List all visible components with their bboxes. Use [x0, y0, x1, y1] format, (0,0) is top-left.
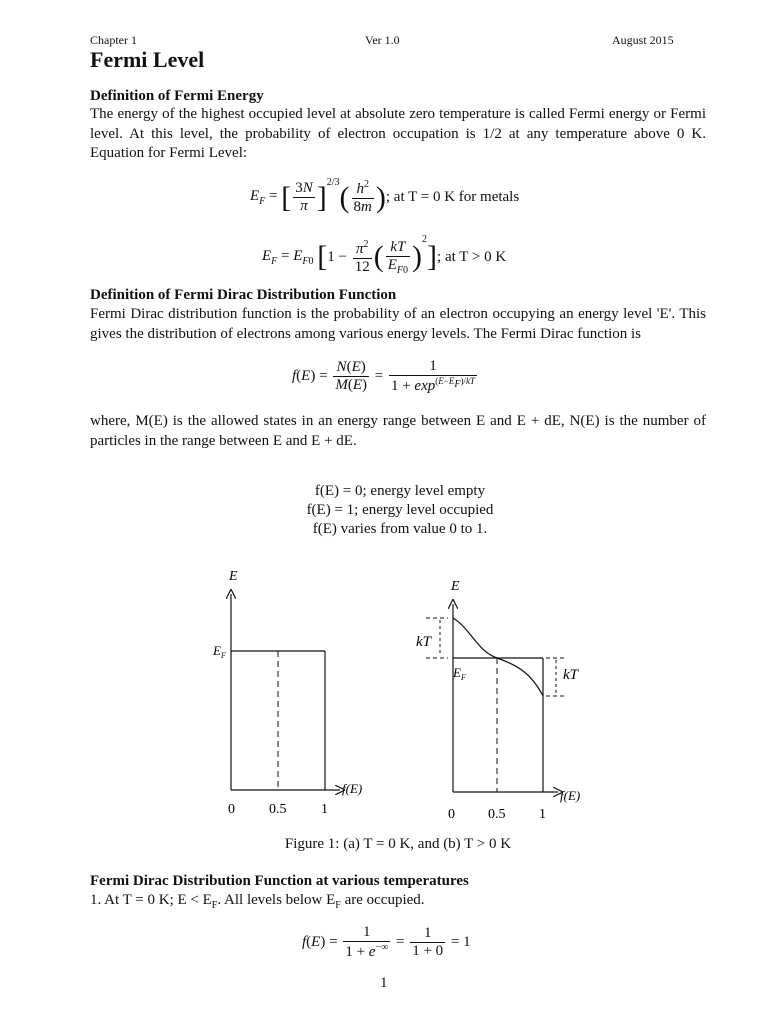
right-tick-0: 0 — [448, 807, 455, 822]
right-x-axis-label: f(E) — [560, 788, 581, 803]
page-title: Fermi Level — [90, 47, 205, 72]
section-paragraph-fermi-energy: The energy of the highest occupied level at absolute zero temperature is called Fermi energy or Fermi level. At this level, the probability of electron occupation is 1/2 at any temperature above 0 K. Equation for Fermi Level: — [90, 106, 706, 161]
right-y-axis-label: E — [451, 579, 460, 594]
case-occupied: f(E) = 1; energy level occupied — [306, 502, 494, 518]
right-kt-left-label: kT — [416, 634, 431, 650]
header-chapter: Chapter 1 — [90, 33, 137, 47]
header-version: Ver 1.0 — [365, 33, 400, 47]
section-heading-fermi-energy: Definition of Fermi Energy — [90, 88, 264, 104]
equation-fermi-energy-t0: $E_F$ = [ $\frac{3N}{\pi}$ ] $^{2/3}$ ( $\frac{h^2}{8m}$ ) ; at T = 0 K for metals — [250, 177, 520, 215]
figure-fermi-distribution — [0, 560, 768, 830]
section-heading-various-temperatures: Fermi Dirac Distribution Function at various temperatures — [90, 873, 469, 889]
right-tick-1: 1 — [539, 807, 546, 822]
case-empty: f(E) = 0; energy level empty — [314, 483, 486, 499]
right-fermi-label: $E_F$ — [453, 665, 466, 682]
left-tick-0: 0 — [228, 802, 235, 817]
plot-left-t0 — [212, 569, 362, 817]
equation-2-condition: ; at T > 0 K — [437, 248, 507, 265]
page-number: 1 — [380, 975, 388, 991]
figure-caption: Figure 1: (a) T = 0 K, and (b) T > 0 K — [284, 836, 512, 852]
left-x-axis-label: f(E) — [342, 781, 363, 796]
equation-1-condition: ; at T = 0 K for metals — [385, 189, 520, 205]
plot-right-t-gt-0 — [416, 579, 580, 822]
where-paragraph: where, M(E) is the allowed states in an energy range between E and E + dE, N(E) is the number of particles in the range between E and E + dE. — [90, 413, 706, 449]
item-t0-description: 1. At T = 0 K; $E < E_F$. All levels below $E_F$ are occupied. — [90, 892, 425, 911]
left-fermi-label: $E_F$ — [213, 643, 226, 660]
equation-fermi-dirac-function: f(E) = $\frac{N(E)}{M(E)}$ = $\frac{1}{1 + \exp^{(E-E_F)/kT}}$ — [292, 357, 475, 394]
section-heading-fermi-dirac: Definition of Fermi Dirac Distribution Function — [90, 287, 397, 303]
left-tick-1: 1 — [321, 802, 328, 817]
header-date: August 2015 — [612, 33, 674, 47]
equation-fermi-energy-t-gt-0: $E_F = E_{F0}$ [ 1 − $\frac{\pi^2}{12}$ ( $\frac{kT}{E_{F0}}$ ) $^2$ ] ; at T > 0 K — [262, 234, 507, 276]
right-tick-05: 0.5 — [488, 807, 506, 822]
left-tick-05: 0.5 — [269, 802, 287, 817]
right-distribution-curve — [453, 618, 543, 696]
left-y-axis-label: E — [229, 569, 238, 584]
equation-t0-limit: f(E) = $\frac{1}{1 + e^{-\infty}}$ = $\frac{1}{1 + 0}$ = 1 — [302, 923, 471, 960]
section-paragraph-fermi-dirac: Fermi Dirac distribution function is the probability of an electron occupying an energy level 'E'. This gives the distribution of electrons among various energy levels. The Fermi Dirac function is — [90, 306, 706, 342]
distribution-cases — [250, 482, 550, 539]
right-kt-right-label: kT — [563, 667, 578, 683]
case-range: f(E) varies from value 0 to 1. — [312, 521, 488, 537]
